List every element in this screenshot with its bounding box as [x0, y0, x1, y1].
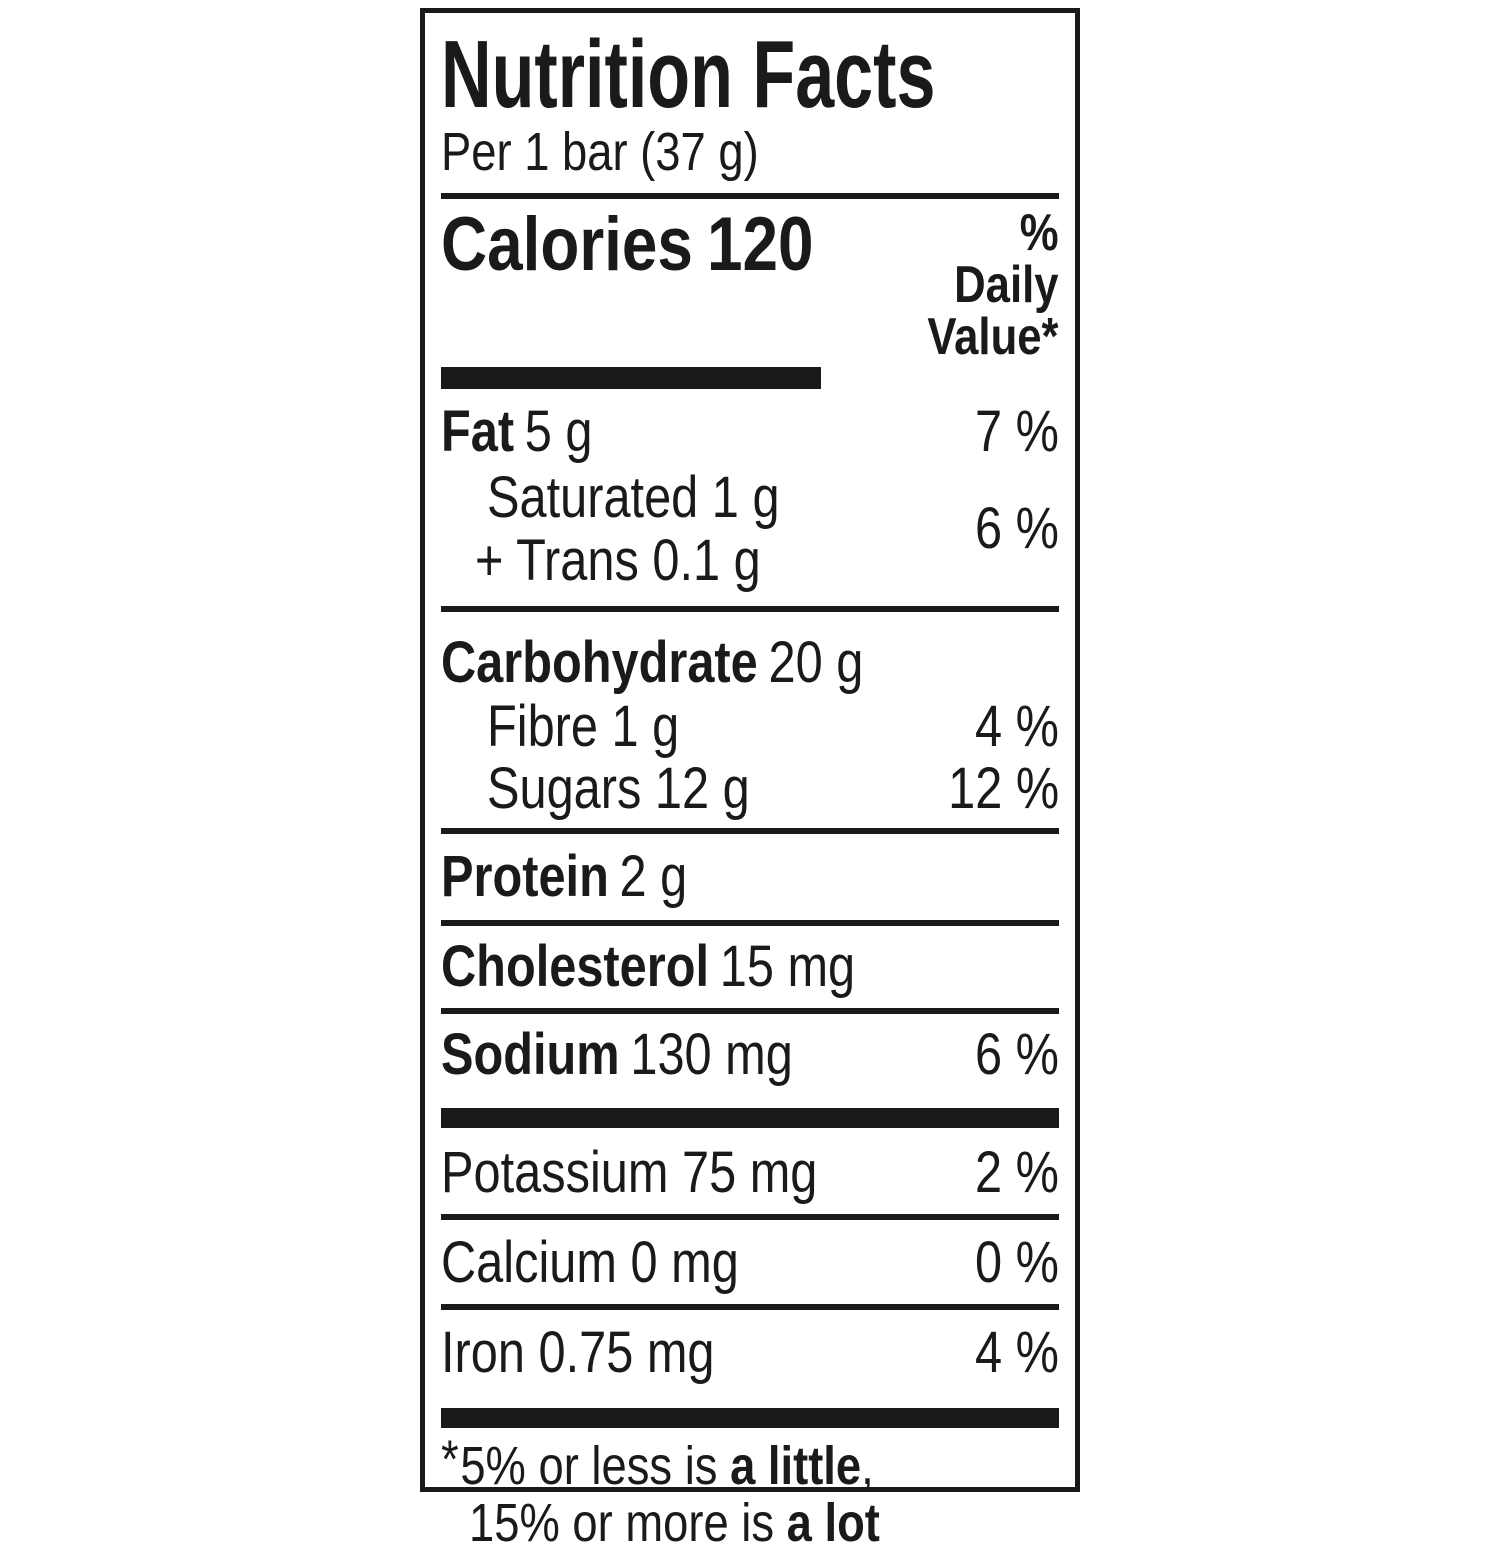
footnote-line1-comma: , — [861, 1436, 874, 1497]
cholesterol-name: Cholesterol — [441, 934, 710, 1000]
serving-size — [441, 122, 1059, 182]
iron-daily-value: 4 % — [975, 1320, 1059, 1386]
saturated-fat-text: Saturated 1 g — [487, 465, 780, 530]
fat-amount: 5 g — [524, 399, 593, 464]
cholesterol-amount: 15 mg — [719, 934, 856, 1000]
calories-underline-bar — [441, 367, 821, 389]
fat-name: Fat — [441, 399, 515, 464]
row-protein — [441, 834, 1059, 920]
label-title — [441, 21, 1059, 128]
footnote-line2-text: 15% or more is — [469, 1492, 787, 1553]
row-calcium — [441, 1220, 1059, 1304]
divider-thin — [441, 193, 1059, 199]
row-saturated-trans — [441, 467, 1059, 592]
carbohydrate-amount: 20 g — [768, 630, 864, 696]
serving-size-text: Per 1 bar (37 g) — [441, 122, 759, 182]
calories-row — [441, 202, 1059, 366]
row-potassium — [441, 1128, 1059, 1214]
daily-value-footnote — [441, 1429, 1059, 1553]
calories-value: 120 — [706, 202, 814, 287]
row-fibre — [441, 694, 1059, 760]
label-title-text: Nutrition Facts — [441, 21, 936, 128]
sodium-amount: 130 mg — [630, 1022, 793, 1088]
fibre-text: Fibre 1 g — [487, 694, 680, 760]
row-carbohydrate — [441, 612, 1059, 696]
fibre-daily-value: 4 % — [975, 694, 1059, 760]
iron-text: Iron 0.75 mg — [441, 1320, 715, 1386]
trans-fat-text: + Trans 0.1 g — [475, 527, 761, 593]
divider-thick — [441, 1408, 1059, 1428]
potassium-text: Potassium 75 mg — [441, 1140, 818, 1206]
row-sugars — [441, 756, 1059, 822]
divider-thick — [441, 1108, 1059, 1128]
carbohydrate-name: Carbohydrate — [441, 630, 758, 696]
row-fat — [441, 389, 1059, 464]
sugars-text: Sugars 12 g — [487, 756, 750, 822]
asterisk: * — [441, 1429, 459, 1490]
potassium-daily-value: 2 % — [975, 1140, 1059, 1206]
daily-value-header-line1: % Daily — [954, 204, 1059, 314]
daily-value-header — [912, 204, 1059, 366]
protein-amount: 2 g — [619, 844, 688, 910]
row-cholesterol — [441, 926, 1059, 1008]
footnote-line1 — [441, 1429, 1059, 1497]
fat-daily-value: 7 % — [975, 399, 1059, 464]
calcium-daily-value: 0 % — [975, 1230, 1059, 1296]
protein-name: Protein — [441, 844, 609, 910]
saturated-trans-daily-value: 6 % — [975, 496, 1059, 562]
footnote-line2-bold: a lot — [786, 1492, 880, 1553]
footnote-line2 — [441, 1492, 1059, 1553]
row-iron — [441, 1310, 1059, 1394]
nutrition-facts-label — [420, 8, 1080, 1553]
footnote-line1-bold: a little — [730, 1436, 862, 1497]
calories-text — [441, 202, 884, 287]
sodium-daily-value: 6 % — [975, 1022, 1059, 1088]
sodium-name: Sodium — [441, 1022, 620, 1088]
calcium-text: Calcium 0 mg — [441, 1230, 739, 1296]
footnote-line1-text: 5% or less is — [460, 1436, 731, 1497]
daily-value-header-line2: Value* — [927, 308, 1059, 366]
sugars-daily-value: 12 % — [947, 756, 1059, 822]
row-sodium — [441, 1014, 1059, 1096]
calories-label: Calories — [441, 202, 693, 287]
